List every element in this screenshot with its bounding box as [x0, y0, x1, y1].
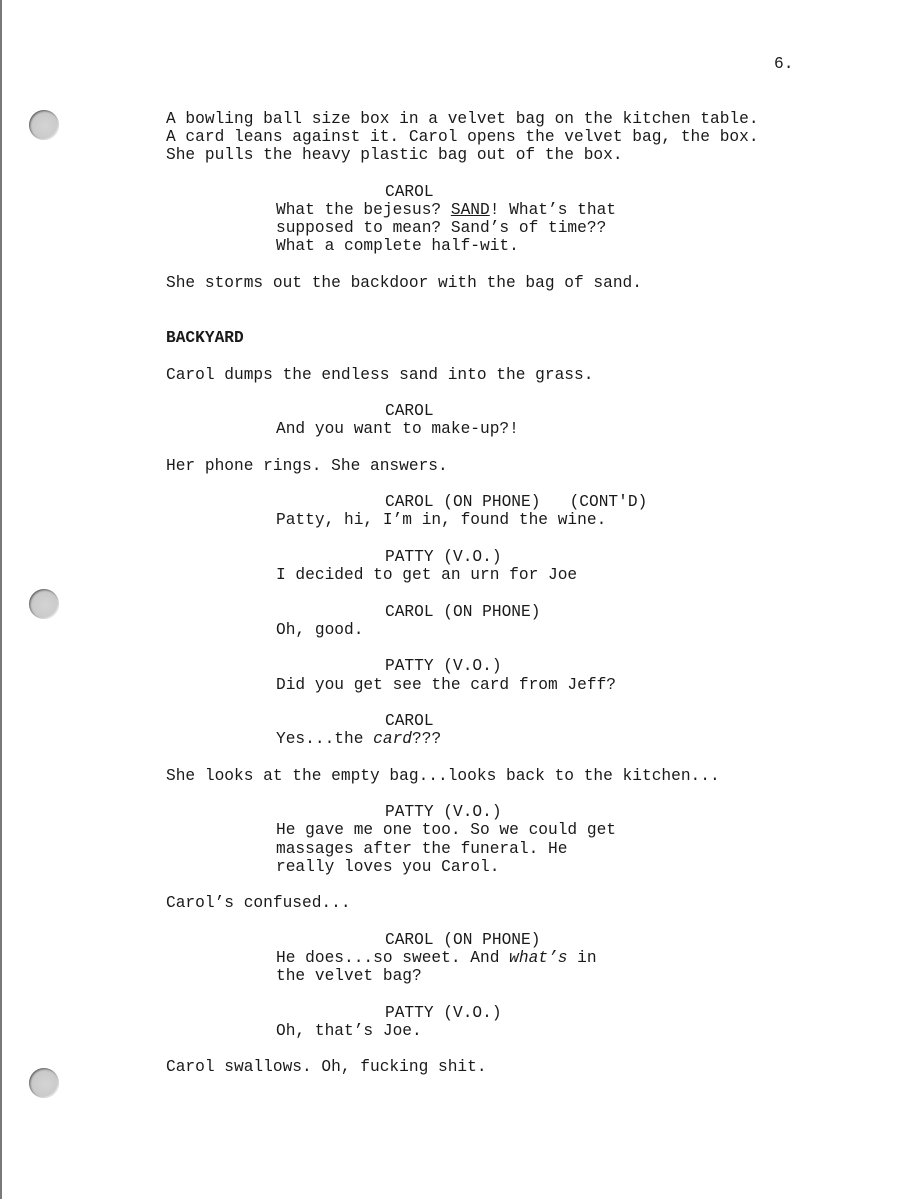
- dialogue-line: What a complete half-wit.: [276, 237, 519, 255]
- dialogue-line: supposed to mean? Sand’s of time??: [276, 219, 607, 237]
- dialogue-line: the velvet bag?: [276, 967, 422, 985]
- page-edge: [0, 0, 2, 1199]
- binder-hole-bottom: [29, 1068, 59, 1098]
- action-line: Carol swallows. Oh, fucking shit.: [166, 1058, 487, 1076]
- dialogue-line: I decided to get an urn for Joe: [276, 566, 578, 584]
- dialogue-line: And you want to make-up?!: [276, 420, 519, 438]
- dialogue-line: really loves you Carol.: [276, 858, 500, 876]
- action-line: She looks at the empty bag...looks back to the kitchen...: [166, 767, 720, 785]
- italic-word: what’s: [509, 949, 568, 967]
- dialogue-text: Yes...the: [276, 730, 374, 748]
- character-cue: PATTY (V.O.): [385, 548, 502, 566]
- scene-heading: BACKYARD: [166, 329, 244, 347]
- dialogue-line: He gave me one too. So we could get: [276, 821, 616, 839]
- action-line: She pulls the heavy plastic bag out of the box.: [166, 146, 623, 164]
- dialogue-line: Oh, good.: [276, 621, 364, 639]
- dialogue-line: [276, 949, 597, 967]
- binder-hole-top: [29, 110, 59, 140]
- page-number: 6.: [774, 55, 794, 73]
- dialogue-line: [276, 201, 616, 219]
- action-line: She storms out the backdoor with the bag of sand.: [166, 274, 642, 292]
- dialogue-text: ! What’s that: [489, 201, 617, 219]
- underlined-word: SAND: [450, 201, 490, 219]
- character-cue: CAROL (ON PHONE): [385, 931, 541, 949]
- action-line: Her phone rings. She answers.: [166, 457, 448, 475]
- action-line: A bowling ball size box in a velvet bag on the kitchen table.: [166, 110, 759, 128]
- character-cue: CAROL: [385, 183, 434, 201]
- dialogue-text: He does...so sweet. And: [276, 949, 510, 967]
- binder-hole-middle: [29, 589, 59, 619]
- character-cue: CAROL (ON PHONE): [385, 603, 541, 621]
- character-cue: PATTY (V.O.): [385, 1004, 502, 1022]
- character-cue: CAROL: [385, 712, 434, 730]
- dialogue-line: Patty, hi, I’m in, found the wine.: [276, 511, 607, 529]
- dialogue-text: in: [567, 949, 597, 967]
- dialogue-line: Oh, that’s Joe.: [276, 1022, 422, 1040]
- character-cue: CAROL: [385, 402, 434, 420]
- character-cue: PATTY (V.O.): [385, 803, 502, 821]
- dialogue-text: ???: [412, 730, 442, 748]
- character-cue: PATTY (V.O.): [385, 657, 502, 675]
- action-line: Carol’s confused...: [166, 894, 351, 912]
- dialogue-text: What the bejesus?: [276, 201, 451, 219]
- action-line: Carol dumps the endless sand into the grass.: [166, 366, 594, 384]
- dialogue-line: Did you get see the card from Jeff?: [276, 676, 616, 694]
- character-cue: CAROL (ON PHONE) (CONT'D): [385, 493, 648, 511]
- dialogue-line: [276, 730, 441, 748]
- dialogue-line: massages after the funeral. He: [276, 840, 568, 858]
- action-line: A card leans against it. Carol opens the velvet bag, the box.: [166, 128, 759, 146]
- italic-word: card: [373, 730, 413, 748]
